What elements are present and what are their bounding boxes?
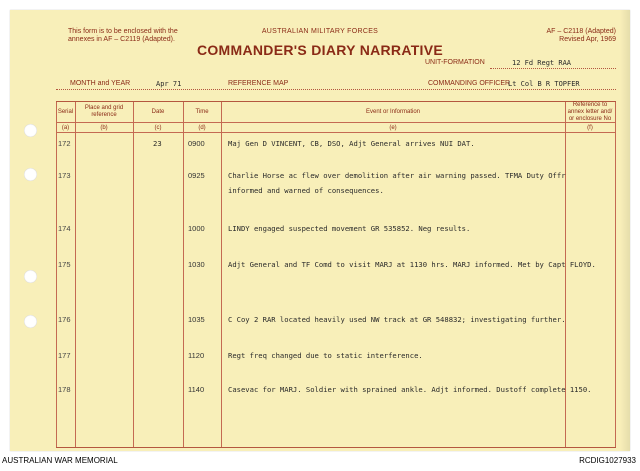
table-row-serial: 178 [58,385,71,394]
punch-hole [24,168,37,181]
column-rule [183,102,184,447]
table-row-time: 1140 [188,385,205,394]
column-rule [56,102,57,447]
table-row-serial: 175 [58,260,71,269]
table-row-serial: 173 [58,171,71,180]
column-letter-f: (f) [587,124,593,131]
month-value: Apr 71 [156,80,182,88]
table-row-event: Casevac for MARJ. Soldier with sprained ankle. Adjt informed. Dustoff complete 1150. [228,385,592,394]
diary-table [56,101,616,448]
diary-sheet [10,10,630,451]
table-row-serial: 174 [58,224,71,233]
unit-label: UNIT-FORMATION [425,59,485,66]
table-row-serial: 172 [58,139,71,148]
column-header-serial: Serial [57,108,74,115]
letter-divider [56,132,616,133]
co-value: Lt Col B R TOPFER [508,80,580,88]
unit-underline [490,68,616,69]
column-rule [75,102,76,447]
org-name: AUSTRALIAN MILITARY FORCES [261,28,379,35]
column-header-date: Date [151,108,165,115]
page-title: COMMANDER'S DIARY NARRATIVE [196,42,444,58]
archive-id: RCDIG1027933 [579,456,636,465]
column-letter-c: (c) [154,124,162,131]
table-row-event: Charlie Horse ac flew over demolition after air warning passed. TFMA Duty Offr informed and warned of consequences. [228,171,566,195]
unit-value: 12 Fd Regt RAA [512,59,572,67]
table-row-time: 1000 [188,224,205,233]
revision-date: Revised Apr, 1969 [559,36,616,43]
table-row-time: 1035 [188,315,205,324]
reference-map-label: REFERENCE MAP [228,80,289,87]
punch-hole [24,315,37,328]
archive-credit: AUSTRALIAN WAR MEMORIAL [2,456,118,465]
table-row-serial: 177 [58,351,71,360]
table-row-event: Adjt General and TF Comd to visit MARJ at 1130 hrs. MARJ informed. Met by Capt FLOYD. [228,260,596,269]
fields-underline [56,89,616,90]
table-row-date: 23 [153,139,162,148]
form-number: AF – C2118 (Adapted) [546,28,616,35]
column-rule [133,102,134,447]
table-row-event: Maj Gen D VINCENT, CB, DSO, Adjt General arrives NUI DAT. [228,139,475,148]
column-rule [221,102,222,447]
column-letter-e: (e) [389,124,397,131]
form-number-block [546,28,616,44]
table-row-event: C Coy 2 RAR located heavily used NW track at GR 548832; investigating further. [228,315,566,324]
column-letter-d: (d) [198,124,206,131]
column-header-event: Event or Information [365,108,421,115]
enclosure-note-line1: This form is to be enclosed with the [68,28,178,35]
table-row-event: LINDY engaged suspected movement GR 535852. Neg results. [228,224,471,233]
table-row-time: 0900 [188,139,205,148]
column-letter-b: (b) [100,124,108,131]
table-row-time: 1030 [188,260,205,269]
co-label: COMMANDING OFFICER [428,80,511,87]
table-row-serial: 176 [58,315,71,324]
month-label: MONTH and YEAR [70,80,131,87]
column-header-place: Place and grid reference [84,105,124,118]
punch-hole [24,124,37,137]
table-row-time: 1120 [188,351,205,360]
enclosure-note-line2: annexes in AF – C2119 (Adapted). [68,36,175,43]
table-row-time: 0925 [188,171,205,180]
column-letter-a: (a) [61,124,70,131]
table-row-event: Regt freq changed due to static interference. [228,351,423,360]
punch-hole [24,270,37,283]
column-header-time: Time [195,108,209,115]
column-rule [615,102,616,447]
column-header-reference: Reference to annex letter and/ or enclosure No [567,101,613,122]
